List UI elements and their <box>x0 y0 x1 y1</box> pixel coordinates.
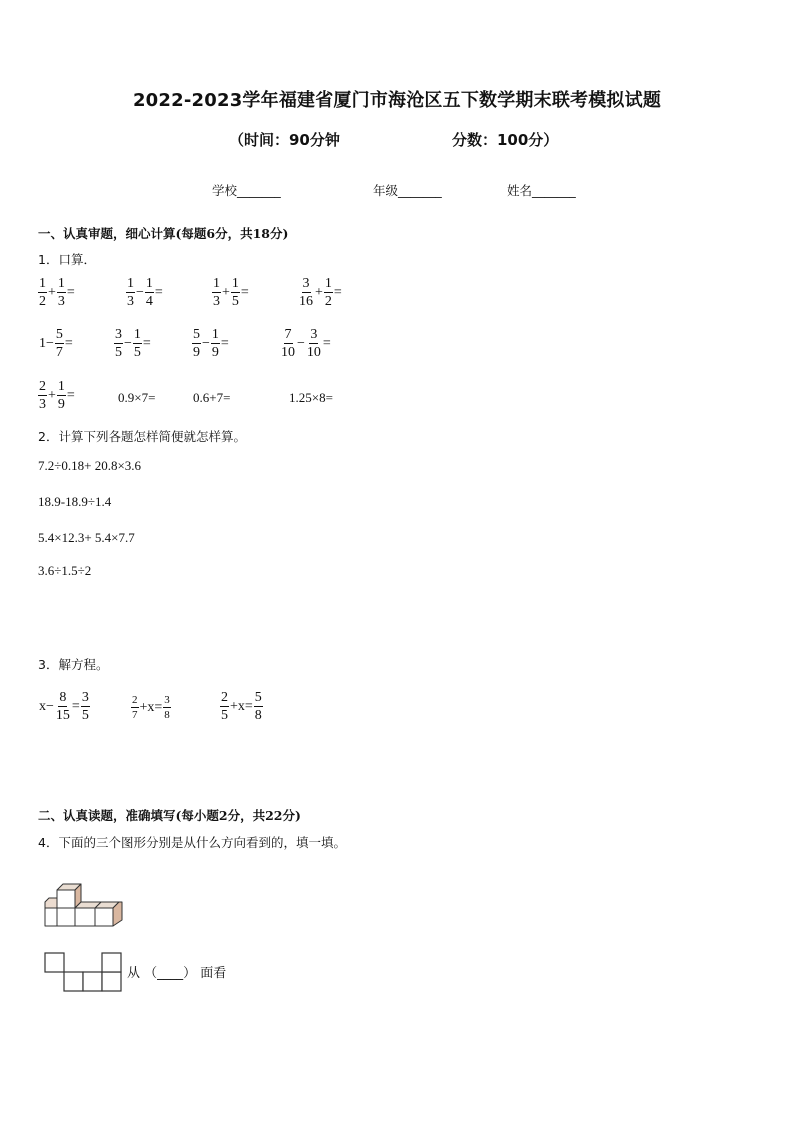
oral-calc-12: 1.25×8= <box>289 390 333 405</box>
view-direction-answer[interactable]: 从 （____） 面看 <box>127 966 227 981</box>
oral-calc-10: 0.9×7= <box>118 390 156 405</box>
section2-heading: 二、认真读题，准确填写(每小题2分，共22分) <box>38 808 301 823</box>
equation-3: $\frac{2}{5}$ +x= $\frac{5}{8}$ <box>221 690 262 723</box>
q1-label: 1．口算． <box>38 252 96 267</box>
cube-stack-figure <box>40 882 130 932</box>
front-view-figure <box>44 951 126 993</box>
calc-item-4: 3.6÷1.5÷2 <box>38 563 92 578</box>
oral-calc-1: $\frac{1}{2}$ + $\frac{1}{3}$ = <box>39 276 75 309</box>
oral-calc-7: $\frac{5}{9}$ − $\frac{1}{9}$ = <box>193 327 229 360</box>
q4-label: 4．下面的三个图形分别是从什么方向看到的，填一填。 <box>38 835 346 850</box>
oral-calc-3: $\frac{1}{3}$ + $\frac{1}{5}$ = <box>213 276 249 309</box>
exam-score: 分数：100分） <box>452 131 559 149</box>
q2-label: 2．计算下列各题怎样简便就怎样算。 <box>38 429 246 444</box>
name-field: 姓名_______ <box>507 183 576 198</box>
exam-title: 2022-2023学年福建省厦门市海沧区五下数学期末联考模拟试题 <box>132 90 662 111</box>
oral-calc-4: $\frac{3}{16}$ + $\frac{1}{2}$ = <box>299 276 342 309</box>
calc-item-3: 5.4×12.3+ 5.4×7.7 <box>38 530 135 545</box>
oral-calc-6: $\frac{3}{5}$ − $\frac{1}{5}$ = <box>115 327 151 360</box>
q3-label: 3．解方程。 <box>38 657 109 672</box>
section1-heading: 一、认真审题，细心计算(每题6分，共18分) <box>38 226 289 241</box>
calc-item-2: 18.9-18.9÷1.4 <box>38 494 112 509</box>
school-field: 学校_______ <box>212 183 281 198</box>
oral-calc-11: 0.6+7= <box>193 390 231 405</box>
oral-calc-5: 1− $\frac{5}{7}$ = <box>39 327 73 360</box>
equation-1: x− $\frac{8}{15}$ = $\frac{3}{5}$ <box>39 690 89 723</box>
equation-2: $\frac{2}{7}$ +x= $\frac{3}{8}$ <box>132 694 170 721</box>
oral-calc-2: $\frac{1}{3}$ − $\frac{1}{4}$ = <box>127 276 163 309</box>
exam-time: （时间：90分钟 <box>229 131 340 149</box>
calc-item-1: 7.2÷0.18+ 20.8×3.6 <box>38 458 142 473</box>
grade-field: 年级_______ <box>373 183 442 198</box>
oral-calc-9: $\frac{2}{3}$ + $\frac{1}{9}$ = <box>39 379 75 412</box>
oral-calc-8: $\frac{7}{10}$ − $\frac{3}{10}$ = <box>281 327 331 360</box>
